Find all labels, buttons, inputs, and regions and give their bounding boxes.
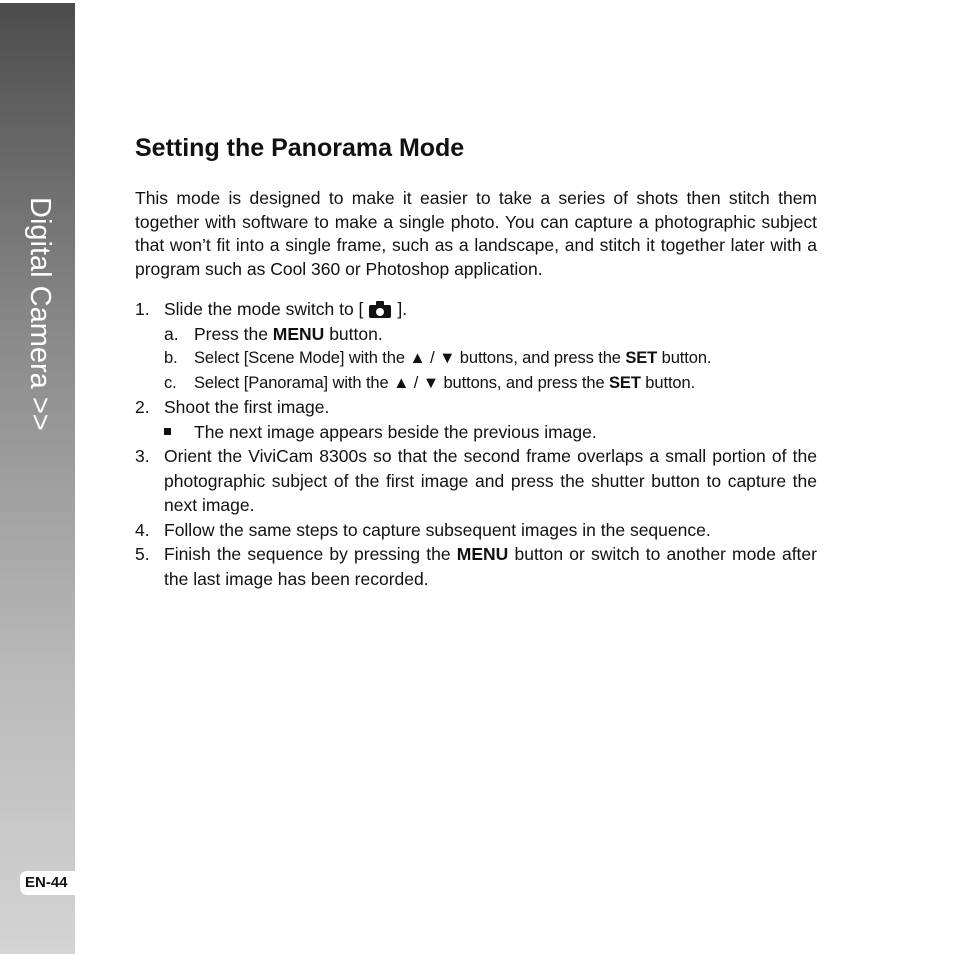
bullet-square-icon: [164, 428, 171, 435]
steps-list: [135, 297, 817, 591]
section-title: Setting the Panorama Mode: [135, 134, 465, 162]
menu-button-label: MENU: [456, 544, 509, 564]
step-number: 5.: [135, 544, 150, 564]
sidebar-band: [0, 3, 75, 954]
sidebar-title-container: [22, 197, 56, 467]
step-text: Shoot the first image.: [164, 397, 330, 417]
substep-text: Select [Panorama] with the ▲ / ▼ buttons, and press the: [194, 373, 610, 392]
substep-text-end: button.: [657, 349, 712, 367]
substep-text: Select [Scene Mode] with the ▲ / ▼ buttons, and press the: [194, 349, 626, 367]
step-1b: [135, 346, 817, 371]
step-5: [135, 542, 817, 591]
step-3: [135, 444, 817, 518]
step-text-end: button or switch to another mode after the last image has been recorded.: [164, 544, 817, 589]
step-2-note: [135, 420, 817, 445]
step-text-end: ].: [397, 299, 408, 319]
step-text: Orient the ViviCam 8300s so that the second frame overlaps a small portion of the photographic subject of the first image and press the shutter button to capture the next image.: [164, 446, 817, 515]
step-2: [135, 395, 817, 420]
sidebar-title: Digital Camera >>: [24, 197, 56, 431]
substep-text: Press the: [194, 323, 273, 344]
camera-icon: [369, 301, 391, 318]
set-button-label: SET: [609, 373, 641, 392]
intro-paragraph: This mode is designed to make it easier to take a series of shots then stitch them together with software to make a single photo. You can capture a photographic subject that won’t fit into a single frame, such as a landscape, and stitch it together later with a program such as Cool 360 or Photoshop application.: [135, 188, 817, 279]
step-number: 3.: [135, 446, 150, 466]
step-text: Follow the same steps to capture subsequent images in the sequence.: [164, 519, 711, 540]
step-number: 4.: [135, 519, 150, 540]
substep-text-end: button.: [640, 373, 696, 392]
substep-letter: b.: [164, 349, 178, 367]
step-text: Finish the sequence by pressing the: [164, 544, 457, 564]
substep-text-end: button.: [324, 323, 383, 344]
step-1c: [135, 371, 817, 396]
step-number: 1.: [135, 299, 150, 319]
note-text: The next image appears beside the previous image.: [194, 421, 597, 442]
step-1: [135, 297, 817, 322]
menu-button-label: MENU: [272, 323, 325, 344]
step-text: Slide the mode switch to [: [164, 299, 364, 319]
content-area: [135, 130, 817, 591]
substep-letter: c.: [164, 373, 177, 392]
page-number: EN-44: [20, 871, 76, 895]
step-4: [135, 518, 817, 543]
set-button-label: SET: [625, 349, 658, 367]
substep-letter: a.: [164, 323, 179, 344]
step-1a: [135, 322, 817, 347]
step-number: 2.: [135, 397, 150, 417]
